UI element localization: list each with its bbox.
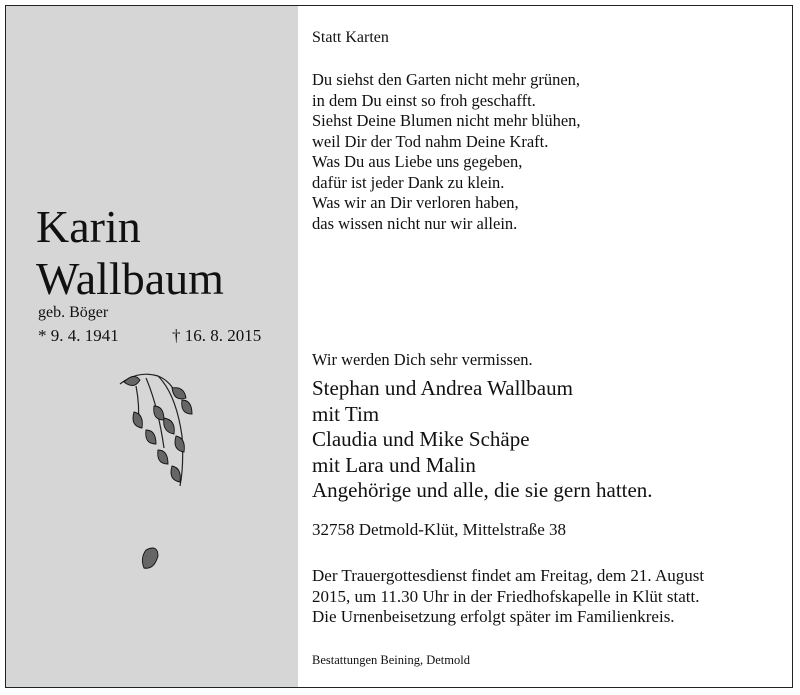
poem-line: dafür ist jeder Dank zu klein. bbox=[312, 172, 505, 192]
family-line: Claudia und Mike Schäpe bbox=[312, 427, 530, 451]
last-name: Wallbaum bbox=[36, 253, 224, 304]
leaf-icon bbox=[172, 388, 186, 399]
service-info bbox=[312, 566, 704, 628]
poem-line: Was wir an Dir verloren haben, bbox=[312, 193, 519, 212]
funeral-home: Bestattungen Beining, Detmold bbox=[312, 653, 470, 667]
statt-karten: Statt Karten bbox=[312, 29, 389, 46]
poem bbox=[312, 70, 581, 234]
leaf-icon bbox=[133, 412, 142, 428]
missing-line: Wir werden Dich sehr vermissen. bbox=[312, 350, 533, 369]
leaf-icon bbox=[142, 548, 158, 568]
family-line: Angehörige und alle, die sie gern hatten. bbox=[312, 478, 653, 502]
death-date: † 16. 8. 2015 bbox=[172, 326, 262, 345]
leaf-icon bbox=[124, 376, 140, 385]
obituary-card bbox=[5, 5, 793, 688]
poem-line: Siehst Deine Blumen nicht mehr blühen, bbox=[312, 111, 581, 130]
poem-line: weil Dir der Tod nahm Deine Kraft. bbox=[312, 131, 549, 151]
first-name: Karin bbox=[36, 201, 141, 252]
poem-line: Du siehst den Garten nicht mehr grünen, bbox=[312, 70, 581, 89]
falling-leaves-illustration bbox=[106, 366, 226, 586]
service-line: 2015, um 11.30 Uhr in der Friedhofskapelle in Klüt statt. bbox=[312, 586, 700, 606]
family-line: Stephan und Andrea Wallbaum bbox=[312, 376, 573, 400]
family-list bbox=[312, 376, 653, 504]
leaf-icon bbox=[171, 466, 180, 482]
deceased-name bbox=[36, 201, 224, 305]
address: 32758 Detmold-Klüt, Mittelstraße 38 bbox=[312, 520, 567, 539]
leaf-icon bbox=[175, 436, 184, 452]
service-line: Der Trauergottesdienst findet am Freitag, dem 21. August bbox=[312, 566, 705, 585]
leaf-icon bbox=[154, 406, 164, 420]
family-line: mit Tim bbox=[312, 401, 380, 426]
family-line: mit Lara und Malin bbox=[312, 452, 476, 477]
poem-line: Was Du aus Liebe uns gegeben, bbox=[312, 152, 523, 171]
leaf-icon bbox=[164, 418, 175, 434]
leaf-icon bbox=[182, 400, 192, 414]
leaf-icon bbox=[158, 450, 168, 464]
leaf-icon bbox=[146, 430, 156, 444]
poem-line: das wissen nicht nur wir allein. bbox=[312, 213, 518, 233]
birth-date: * 9. 4. 1941 bbox=[38, 326, 119, 345]
poem-line: in dem Du einst so froh geschafft. bbox=[312, 90, 536, 110]
service-line: Die Urnenbeisetzung erfolgt später im Familienkreis. bbox=[312, 607, 675, 626]
maiden-name: geb. Böger bbox=[38, 304, 109, 321]
left-panel bbox=[6, 6, 298, 687]
